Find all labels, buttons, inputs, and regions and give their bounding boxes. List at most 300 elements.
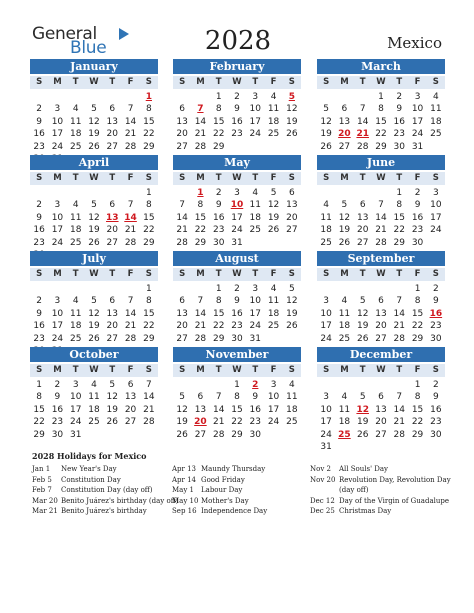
day-cell: 16 — [33, 129, 45, 140]
weekday-label: T — [359, 269, 366, 279]
day-cell: 28 — [124, 141, 137, 152]
day-cell: 6 — [197, 392, 204, 403]
empty-day-cell — [354, 379, 372, 391]
day-cell: 12 — [320, 116, 332, 127]
weekday-label: S — [432, 269, 439, 279]
day-cell: 27 — [106, 237, 118, 248]
empty-day-cell — [121, 91, 139, 103]
day-cell: 6 — [288, 188, 295, 198]
day-cell: 20 — [356, 225, 369, 236]
empty-day-cell — [191, 283, 209, 295]
day-cell: 26 — [176, 429, 188, 440]
holiday-name: Maundy Thursday — [201, 465, 266, 473]
day-cell: 10 — [430, 200, 442, 211]
weekday-header — [317, 76, 445, 89]
day-cell: 5 — [91, 200, 97, 211]
holiday-date: Mar 21 — [32, 507, 58, 516]
empty-day-cell — [67, 91, 85, 103]
day-cell: 5 — [359, 392, 366, 403]
day-cell: 25 — [69, 141, 82, 152]
day-cell: 18 — [69, 321, 82, 332]
weekday-label: S — [145, 77, 152, 87]
day-cell: 11 — [267, 104, 280, 115]
weekday-label: S — [288, 77, 295, 87]
day-cell: 3 — [54, 200, 61, 211]
weekday-label: M — [53, 365, 62, 375]
day-cell: 17 — [231, 212, 243, 223]
day-cell: 14 — [124, 308, 137, 319]
weekday-header — [30, 172, 158, 185]
day-cell: 7 — [127, 200, 134, 211]
days-grid — [173, 379, 301, 441]
weekday-label: S — [432, 365, 439, 375]
day-cell: 3 — [54, 296, 61, 307]
day-cell: 26 — [320, 141, 332, 152]
day-cell: 8 — [414, 296, 421, 307]
weekday-label: S — [36, 269, 43, 279]
day-cell: 10 — [249, 296, 261, 307]
weekday-label: S — [323, 173, 330, 183]
day-cell: 22 — [411, 417, 424, 428]
day-cell: 4 — [252, 188, 259, 198]
day-cell: 14 — [393, 308, 405, 319]
day-cell: 24 — [69, 417, 82, 428]
empty-day-cell — [48, 91, 66, 103]
holiday-day-cell: 7 — [197, 104, 204, 115]
day-cell: 24 — [231, 225, 243, 236]
day-cell: 19 — [356, 417, 369, 428]
day-cell: 23 — [231, 321, 243, 332]
weekday-header — [317, 268, 445, 281]
day-cell: 7 — [127, 104, 134, 115]
holiday-entry — [32, 464, 178, 475]
days-grid — [317, 187, 445, 249]
empty-day-cell — [335, 187, 353, 199]
day-cell: 2 — [234, 284, 240, 294]
day-cell: 18 — [430, 116, 442, 127]
weekday-label: M — [53, 269, 62, 279]
holiday-entry — [310, 485, 451, 496]
day-cell: 5 — [91, 296, 97, 307]
day-cell: 27 — [194, 429, 207, 440]
weekday-label: F — [127, 365, 134, 375]
day-cell: 10 — [69, 392, 82, 403]
weekday-label: W — [89, 269, 99, 279]
day-cell: 9 — [234, 296, 240, 307]
day-cell: 11 — [249, 200, 261, 211]
day-cell: 21 — [176, 225, 188, 236]
weekday-label: T — [109, 365, 116, 375]
weekday-label: F — [127, 269, 134, 279]
empty-day-cell — [173, 379, 191, 391]
day-cell: 1 — [145, 188, 152, 198]
day-cell: 19 — [88, 129, 100, 140]
holiday-entry — [172, 475, 267, 486]
day-cell: 1 — [414, 380, 421, 390]
weekday-label: W — [376, 269, 386, 279]
day-cell: 28 — [212, 429, 225, 440]
day-cell: 2 — [432, 380, 439, 390]
day-cell: 25 — [69, 333, 82, 344]
empty-day-cell — [173, 187, 191, 199]
day-cell: 22 — [231, 417, 243, 428]
day-cell: 29 — [143, 141, 155, 152]
weekday-label: F — [270, 365, 277, 375]
weekday-label: W — [89, 365, 99, 375]
day-cell: 25 — [249, 225, 261, 236]
holiday-date: Sep 16 — [172, 507, 197, 516]
weekday-label: S — [288, 365, 295, 375]
day-cell: 13 — [124, 392, 137, 403]
day-cell: 10 — [51, 212, 64, 223]
day-cell: 19 — [356, 321, 369, 332]
day-cell: 31 — [320, 441, 332, 452]
weekday-label: T — [359, 173, 366, 183]
day-cell: 14 — [212, 404, 225, 415]
day-cell: 23 — [393, 129, 405, 140]
day-cell: 9 — [36, 116, 42, 127]
day-cell: 2 — [432, 284, 439, 294]
empty-day-cell — [30, 283, 48, 295]
day-cell: 28 — [356, 141, 369, 152]
day-cell: 13 — [176, 308, 188, 319]
day-cell: 20 — [176, 129, 188, 140]
empty-day-cell — [372, 283, 390, 295]
day-cell: 11 — [430, 104, 442, 115]
day-cell: 13 — [375, 308, 387, 319]
weekday-label: T — [215, 77, 222, 87]
day-cell: 2 — [396, 92, 403, 102]
holiday-day-cell: 13 — [106, 212, 119, 223]
day-cell: 15 — [143, 308, 155, 319]
empty-day-cell — [103, 283, 121, 295]
day-cell: 21 — [124, 225, 137, 236]
day-cell: 6 — [179, 104, 185, 115]
day-cell: 15 — [143, 116, 155, 127]
holiday-day-cell: 2 — [252, 380, 259, 390]
day-cell: 21 — [194, 129, 207, 140]
day-cell: 29 — [33, 429, 45, 440]
day-cell: 25 — [320, 237, 332, 248]
day-cell: 26 — [356, 429, 369, 440]
day-cell: 22 — [143, 225, 155, 236]
day-cell: 3 — [323, 296, 329, 307]
day-cell: 3 — [270, 380, 277, 390]
day-cell: 12 — [267, 200, 280, 211]
weekday-header — [30, 268, 158, 281]
holiday-day-cell: 25 — [338, 429, 351, 440]
day-cell: 16 — [51, 404, 64, 415]
weekday-label: F — [127, 173, 134, 183]
weekday-label: T — [359, 365, 366, 375]
holiday-entry — [32, 485, 178, 496]
day-cell: 23 — [430, 417, 442, 428]
empty-day-cell — [317, 91, 335, 103]
month-title: April — [30, 155, 158, 170]
empty-day-cell — [30, 91, 48, 103]
day-cell: 26 — [88, 141, 100, 152]
day-cell: 28 — [176, 237, 188, 248]
day-cell: 27 — [286, 225, 298, 236]
day-cell: 16 — [33, 321, 45, 332]
weekday-label: T — [109, 77, 116, 87]
day-cell: 13 — [375, 404, 387, 415]
day-cell: 9 — [54, 392, 61, 403]
day-cell: 28 — [375, 237, 387, 248]
day-cell: 4 — [72, 200, 79, 211]
weekday-label: T — [215, 173, 222, 183]
month-january — [30, 59, 158, 165]
holiday-name: Mother's Day — [201, 496, 249, 505]
day-cell: 27 — [124, 417, 137, 428]
holiday-name: Benito Juárez's birthday — [61, 507, 147, 516]
day-cell: 16 — [411, 212, 424, 223]
day-cell: 29 — [231, 429, 243, 440]
weekday-label: T — [252, 269, 259, 279]
day-cell: 30 — [411, 237, 424, 248]
month-title: July — [30, 251, 158, 266]
empty-day-cell — [173, 91, 191, 103]
holiday-date: Feb 7 — [32, 486, 52, 495]
holiday-name: Independence Day — [201, 507, 268, 516]
weekday-label: M — [340, 173, 349, 183]
day-cell: 22 — [212, 129, 225, 140]
days-grid — [173, 91, 301, 153]
day-cell: 31 — [69, 429, 82, 440]
page-header — [0, 0, 474, 58]
empty-day-cell — [335, 379, 353, 391]
holiday-date — [310, 485, 339, 496]
holiday-entry — [32, 496, 178, 507]
day-cell: 18 — [69, 129, 82, 140]
day-cell: 12 — [88, 308, 100, 319]
day-cell: 23 — [51, 417, 64, 428]
empty-day-cell — [103, 91, 121, 103]
day-cell: 7 — [359, 104, 366, 115]
day-cell: 15 — [231, 404, 243, 415]
day-cell: 31 — [231, 237, 243, 248]
day-cell: 16 — [33, 225, 45, 236]
day-cell: 17 — [430, 212, 442, 223]
day-cell: 17 — [249, 116, 261, 127]
day-cell: 11 — [88, 392, 100, 403]
day-cell: 3 — [234, 188, 240, 198]
day-cell: 20 — [286, 212, 298, 223]
day-cell: 27 — [375, 429, 387, 440]
day-cell: 4 — [270, 284, 277, 294]
month-title: September — [317, 251, 445, 266]
day-cell: 10 — [320, 308, 332, 319]
day-cell: 4 — [432, 92, 439, 102]
weekday-header — [30, 364, 158, 377]
day-cell: 8 — [215, 296, 222, 307]
month-title: May — [173, 155, 301, 170]
empty-day-cell — [354, 283, 372, 295]
day-cell: 24 — [51, 141, 64, 152]
month-november — [173, 347, 301, 441]
day-cell: 21 — [212, 417, 225, 428]
weekday-label: S — [36, 173, 43, 183]
day-cell: 7 — [396, 392, 403, 403]
day-cell: 24 — [267, 417, 280, 428]
day-cell: 30 — [249, 429, 261, 440]
day-cell: 26 — [286, 321, 298, 332]
holiday-name: Labour Day — [201, 486, 243, 495]
day-cell: 2 — [414, 188, 421, 198]
day-cell: 19 — [106, 404, 118, 415]
day-cell: 9 — [396, 104, 403, 115]
day-cell: 15 — [33, 404, 45, 415]
day-cell: 15 — [194, 212, 207, 223]
empty-day-cell — [67, 187, 85, 199]
month-title: August — [173, 251, 301, 266]
day-cell: 6 — [109, 104, 116, 115]
weekday-label: T — [252, 365, 259, 375]
day-cell: 9 — [414, 200, 421, 211]
holiday-day-cell: 1 — [145, 92, 152, 102]
holidays-column — [172, 464, 267, 517]
day-cell: 7 — [215, 392, 222, 403]
empty-day-cell — [85, 283, 103, 295]
day-cell: 8 — [145, 104, 152, 115]
day-cell: 3 — [323, 392, 329, 403]
day-cell: 24 — [51, 237, 64, 248]
day-cell: 24 — [320, 333, 332, 344]
holiday-name: (day off) — [339, 486, 369, 495]
day-cell: 13 — [194, 404, 207, 415]
holiday-name: Day of the Virgin of Guadalupe — [339, 496, 449, 505]
month-may — [173, 155, 301, 249]
day-cell: 26 — [356, 333, 369, 344]
day-cell: 23 — [231, 129, 243, 140]
day-cell: 24 — [320, 429, 332, 440]
day-cell: 5 — [359, 296, 366, 307]
weekday-label: M — [340, 269, 349, 279]
holiday-entry — [32, 506, 178, 517]
weekday-label: T — [72, 173, 79, 183]
day-cell: 24 — [249, 321, 261, 332]
day-cell: 14 — [356, 116, 369, 127]
day-cell: 19 — [267, 212, 280, 223]
month-april — [30, 155, 158, 261]
day-cell: 12 — [176, 404, 188, 415]
day-cell: 29 — [375, 141, 387, 152]
holiday-day-cell: 12 — [356, 404, 369, 415]
weekday-label: W — [232, 77, 242, 87]
month-october — [30, 347, 158, 441]
weekday-label: S — [36, 77, 43, 87]
day-cell: 18 — [249, 212, 261, 223]
day-cell: 4 — [270, 92, 277, 102]
month-december — [317, 347, 445, 453]
day-cell: 18 — [69, 225, 82, 236]
empty-day-cell — [173, 283, 191, 295]
holiday-entry — [172, 506, 267, 517]
day-cell: 28 — [143, 417, 155, 428]
month-title: December — [317, 347, 445, 362]
day-cell: 16 — [231, 116, 243, 127]
empty-day-cell — [372, 187, 390, 199]
days-grid — [30, 379, 158, 441]
holiday-date: Feb 5 — [32, 475, 52, 484]
day-cell: 22 — [411, 321, 424, 332]
weekday-header — [173, 364, 301, 377]
days-grid — [173, 187, 301, 249]
day-cell: 19 — [338, 225, 351, 236]
day-cell: 17 — [267, 404, 280, 415]
weekday-header — [173, 172, 301, 185]
day-cell: 13 — [286, 200, 298, 211]
empty-day-cell — [67, 283, 85, 295]
holiday-date: Apr 14 — [172, 475, 197, 484]
day-cell: 10 — [411, 104, 424, 115]
day-cell: 25 — [286, 417, 298, 428]
day-cell: 16 — [212, 212, 225, 223]
day-cell: 12 — [106, 392, 118, 403]
day-cell: 28 — [194, 141, 207, 152]
day-cell: 19 — [286, 308, 298, 319]
day-cell: 21 — [143, 404, 155, 415]
day-cell: 6 — [359, 200, 366, 211]
day-cell: 27 — [375, 333, 387, 344]
month-february — [173, 59, 301, 153]
holiday-date: Mar 20 — [32, 496, 58, 505]
day-cell: 21 — [375, 225, 387, 236]
day-cell: 30 — [430, 429, 442, 440]
weekday-label: W — [376, 77, 386, 87]
holiday-day-cell: 21 — [356, 129, 369, 140]
weekday-header — [173, 268, 301, 281]
day-cell: 6 — [109, 200, 116, 211]
holiday-date: Nov 2 — [310, 465, 331, 473]
day-cell: 17 — [249, 308, 261, 319]
day-cell: 29 — [411, 333, 424, 344]
day-cell: 27 — [176, 333, 188, 344]
weekday-label: S — [179, 365, 186, 375]
day-cell: 7 — [179, 200, 185, 211]
day-cell: 11 — [69, 116, 82, 127]
day-cell: 15 — [411, 404, 424, 415]
day-cell: 20 — [106, 321, 118, 332]
weekday-label: M — [53, 173, 62, 183]
day-cell: 9 — [432, 392, 439, 403]
weekday-label: W — [89, 173, 99, 183]
day-cell: 18 — [267, 308, 280, 319]
empty-day-cell — [317, 187, 335, 199]
weekday-header — [317, 172, 445, 185]
day-cell: 2 — [36, 296, 42, 307]
holiday-entry — [310, 475, 451, 486]
weekday-label: S — [145, 269, 152, 279]
empty-day-cell — [121, 187, 139, 199]
day-cell: 10 — [249, 104, 261, 115]
day-cell: 25 — [430, 129, 442, 140]
day-cell: 5 — [288, 284, 295, 294]
day-cell: 14 — [124, 116, 137, 127]
month-title: October — [30, 347, 158, 362]
day-cell: 20 — [176, 321, 188, 332]
weekday-label: T — [252, 77, 259, 87]
holiday-entry — [310, 496, 451, 507]
day-cell: 1 — [234, 380, 240, 390]
day-cell: 22 — [194, 225, 207, 236]
day-cell: 11 — [320, 212, 332, 223]
day-cell: 20 — [124, 404, 137, 415]
month-august — [173, 251, 301, 345]
day-cell: 5 — [341, 200, 348, 211]
holidays-column — [32, 464, 178, 517]
empty-day-cell — [317, 379, 335, 391]
